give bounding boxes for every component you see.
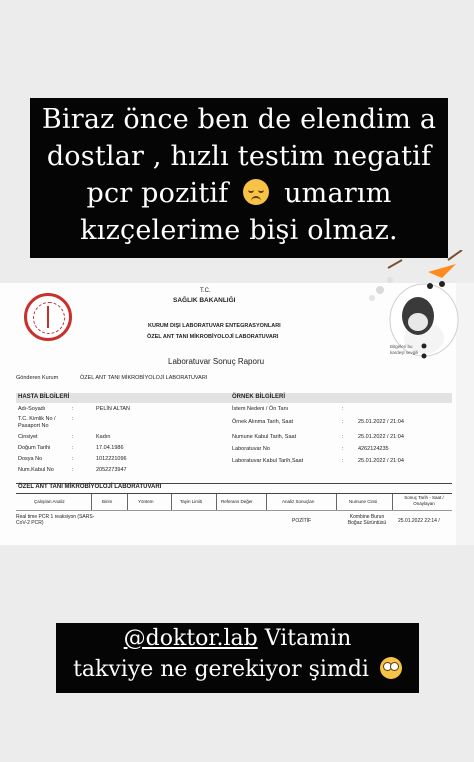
story-caption-top — [30, 98, 448, 258]
report-lab-name: ÖZEL ANT TANI MİKROBİYOLOJİ LABORATUVARI — [147, 334, 279, 340]
result-analysis: Real time PCR 1 reaksiyon (SARS-CoV-2 PCR) — [16, 514, 95, 526]
table-divider — [127, 494, 128, 510]
patient-section-title: HASTA BİLGİLERİ — [18, 394, 70, 400]
patient-value: 2052273947 — [96, 467, 127, 473]
patient-label: Num.Kabul No — [18, 467, 54, 473]
colon: : — [72, 406, 74, 412]
table-divider — [216, 494, 217, 510]
disappointed-face-icon — [243, 179, 269, 205]
caption-line-3 — [30, 178, 448, 209]
patient-label: Adı-Soyadı — [18, 406, 46, 412]
report-ministry: SAĞLIK BAKANLIĞI — [173, 297, 236, 304]
column-header: Numune Cinsi — [349, 499, 378, 504]
patient-value: 1012221096 — [96, 456, 127, 462]
results-section-title: ÖZEL ANT TANI MİKROBİYOLOJİ LABORATUVARI — [18, 484, 162, 490]
sender-label: Gönderen Kurum — [16, 375, 59, 381]
table-rule — [16, 493, 452, 494]
column-header: Birim — [102, 499, 113, 504]
table-divider — [336, 494, 337, 510]
report-tc: T.C. — [200, 288, 211, 294]
rolling-eyes-face-icon — [380, 657, 402, 679]
sample-section-title: ÖRNEK BİLGİLERİ — [232, 394, 286, 400]
colon: : — [72, 467, 74, 473]
sample-value: 4262124235 — [358, 446, 389, 452]
sample-label: Örnek Alınma Tarih, Saat — [232, 419, 294, 425]
column-header: Referans Değer — [221, 499, 253, 504]
sample-value: 25.01.2022 / 21:04 — [358, 434, 404, 440]
snowman-icon — [366, 250, 474, 368]
sample-label: Laboratuvar No — [232, 446, 270, 452]
result-sample-type: Kombine Burun Boğaz Sürüntüsü — [347, 514, 387, 526]
table-divider — [91, 494, 92, 510]
colon: : — [342, 434, 344, 440]
patient-value: Kadın — [96, 434, 111, 440]
caption-line-4: kızçelerime bişi olmaz. — [80, 215, 398, 246]
colon: : — [72, 445, 74, 451]
patient-label: Doğum Tarihi — [18, 445, 51, 451]
caption-bottom-line-1 — [56, 626, 419, 651]
colon: : — [342, 419, 344, 425]
caption-line-3-start: pcr pozitif — [86, 178, 229, 209]
colon: : — [72, 456, 74, 462]
ministry-logo-icon — [24, 293, 72, 341]
table-divider — [266, 494, 267, 510]
story-caption-bottom — [56, 623, 419, 693]
patient-label: T.C. Kimlik No / Pasaport No — [18, 416, 56, 429]
sample-label: İstem Nedeni / Ön Tanı — [232, 406, 289, 412]
colon: : — [72, 416, 74, 422]
table-rule — [16, 510, 452, 511]
caption-bottom-text-2: takviye ne gerekiyor şimdi — [73, 657, 369, 682]
table-divider — [171, 494, 172, 510]
sample-label: Laboratuvar Kabul Tarih,Saat — [232, 458, 304, 464]
patient-label: Dosya No — [18, 456, 43, 462]
caption-line-1: Biraz önce ben de elendim a — [41, 104, 437, 135]
patient-value: 17.04.1986 — [96, 445, 124, 451]
column-header: Yöntem — [138, 499, 154, 504]
sample-value: 25.01.2022 / 21:04 — [358, 419, 404, 425]
report-integration: KURUM DIŞI LABORATUVAR ENTEGRASYONLARI — [148, 323, 281, 329]
caption-bottom-line-2 — [56, 657, 419, 682]
caption-bottom-text: Vitamin — [264, 626, 352, 651]
patient-value: PELİN ALTAN — [96, 406, 131, 412]
column-header: Çalışılan Analiz — [34, 499, 65, 504]
result-date: 25.01.2022 22:14 / — [398, 518, 440, 524]
mention-link[interactable]: @doktor.lab — [123, 626, 258, 651]
result-value: POZİTİF — [292, 518, 312, 524]
sender-value: ÖZEL ANT TANI MİKROBİYOLOJİ LABORATUVARI — [80, 375, 208, 381]
caption-line-2: dostlar , hızlı testim negatif — [46, 141, 432, 172]
colon: : — [342, 406, 344, 412]
column-header: Sonuç Tarih - Saat / Onaylayan — [404, 495, 444, 506]
sample-label: Numune Kabul Tarih, Saat — [232, 434, 297, 440]
caption-line-3-end: umarım — [284, 178, 392, 209]
colon: : — [72, 434, 74, 440]
patient-label: Cinsiyet — [18, 434, 38, 440]
column-header: Tayin Limiti — [180, 499, 203, 504]
column-header: Analiz Sonuçları — [282, 499, 315, 504]
colon: : — [342, 446, 344, 452]
colon: : — [342, 458, 344, 464]
snowman-sticker[interactable] — [366, 250, 474, 368]
table-divider — [392, 494, 393, 510]
sticker-caption: Bitgeleri bu kardeşl sevgili — [390, 344, 419, 355]
report-title: Laboratuvar Sonuç Raporu — [168, 357, 265, 366]
sample-value: 25.01.2022 / 21:04 — [358, 458, 404, 464]
